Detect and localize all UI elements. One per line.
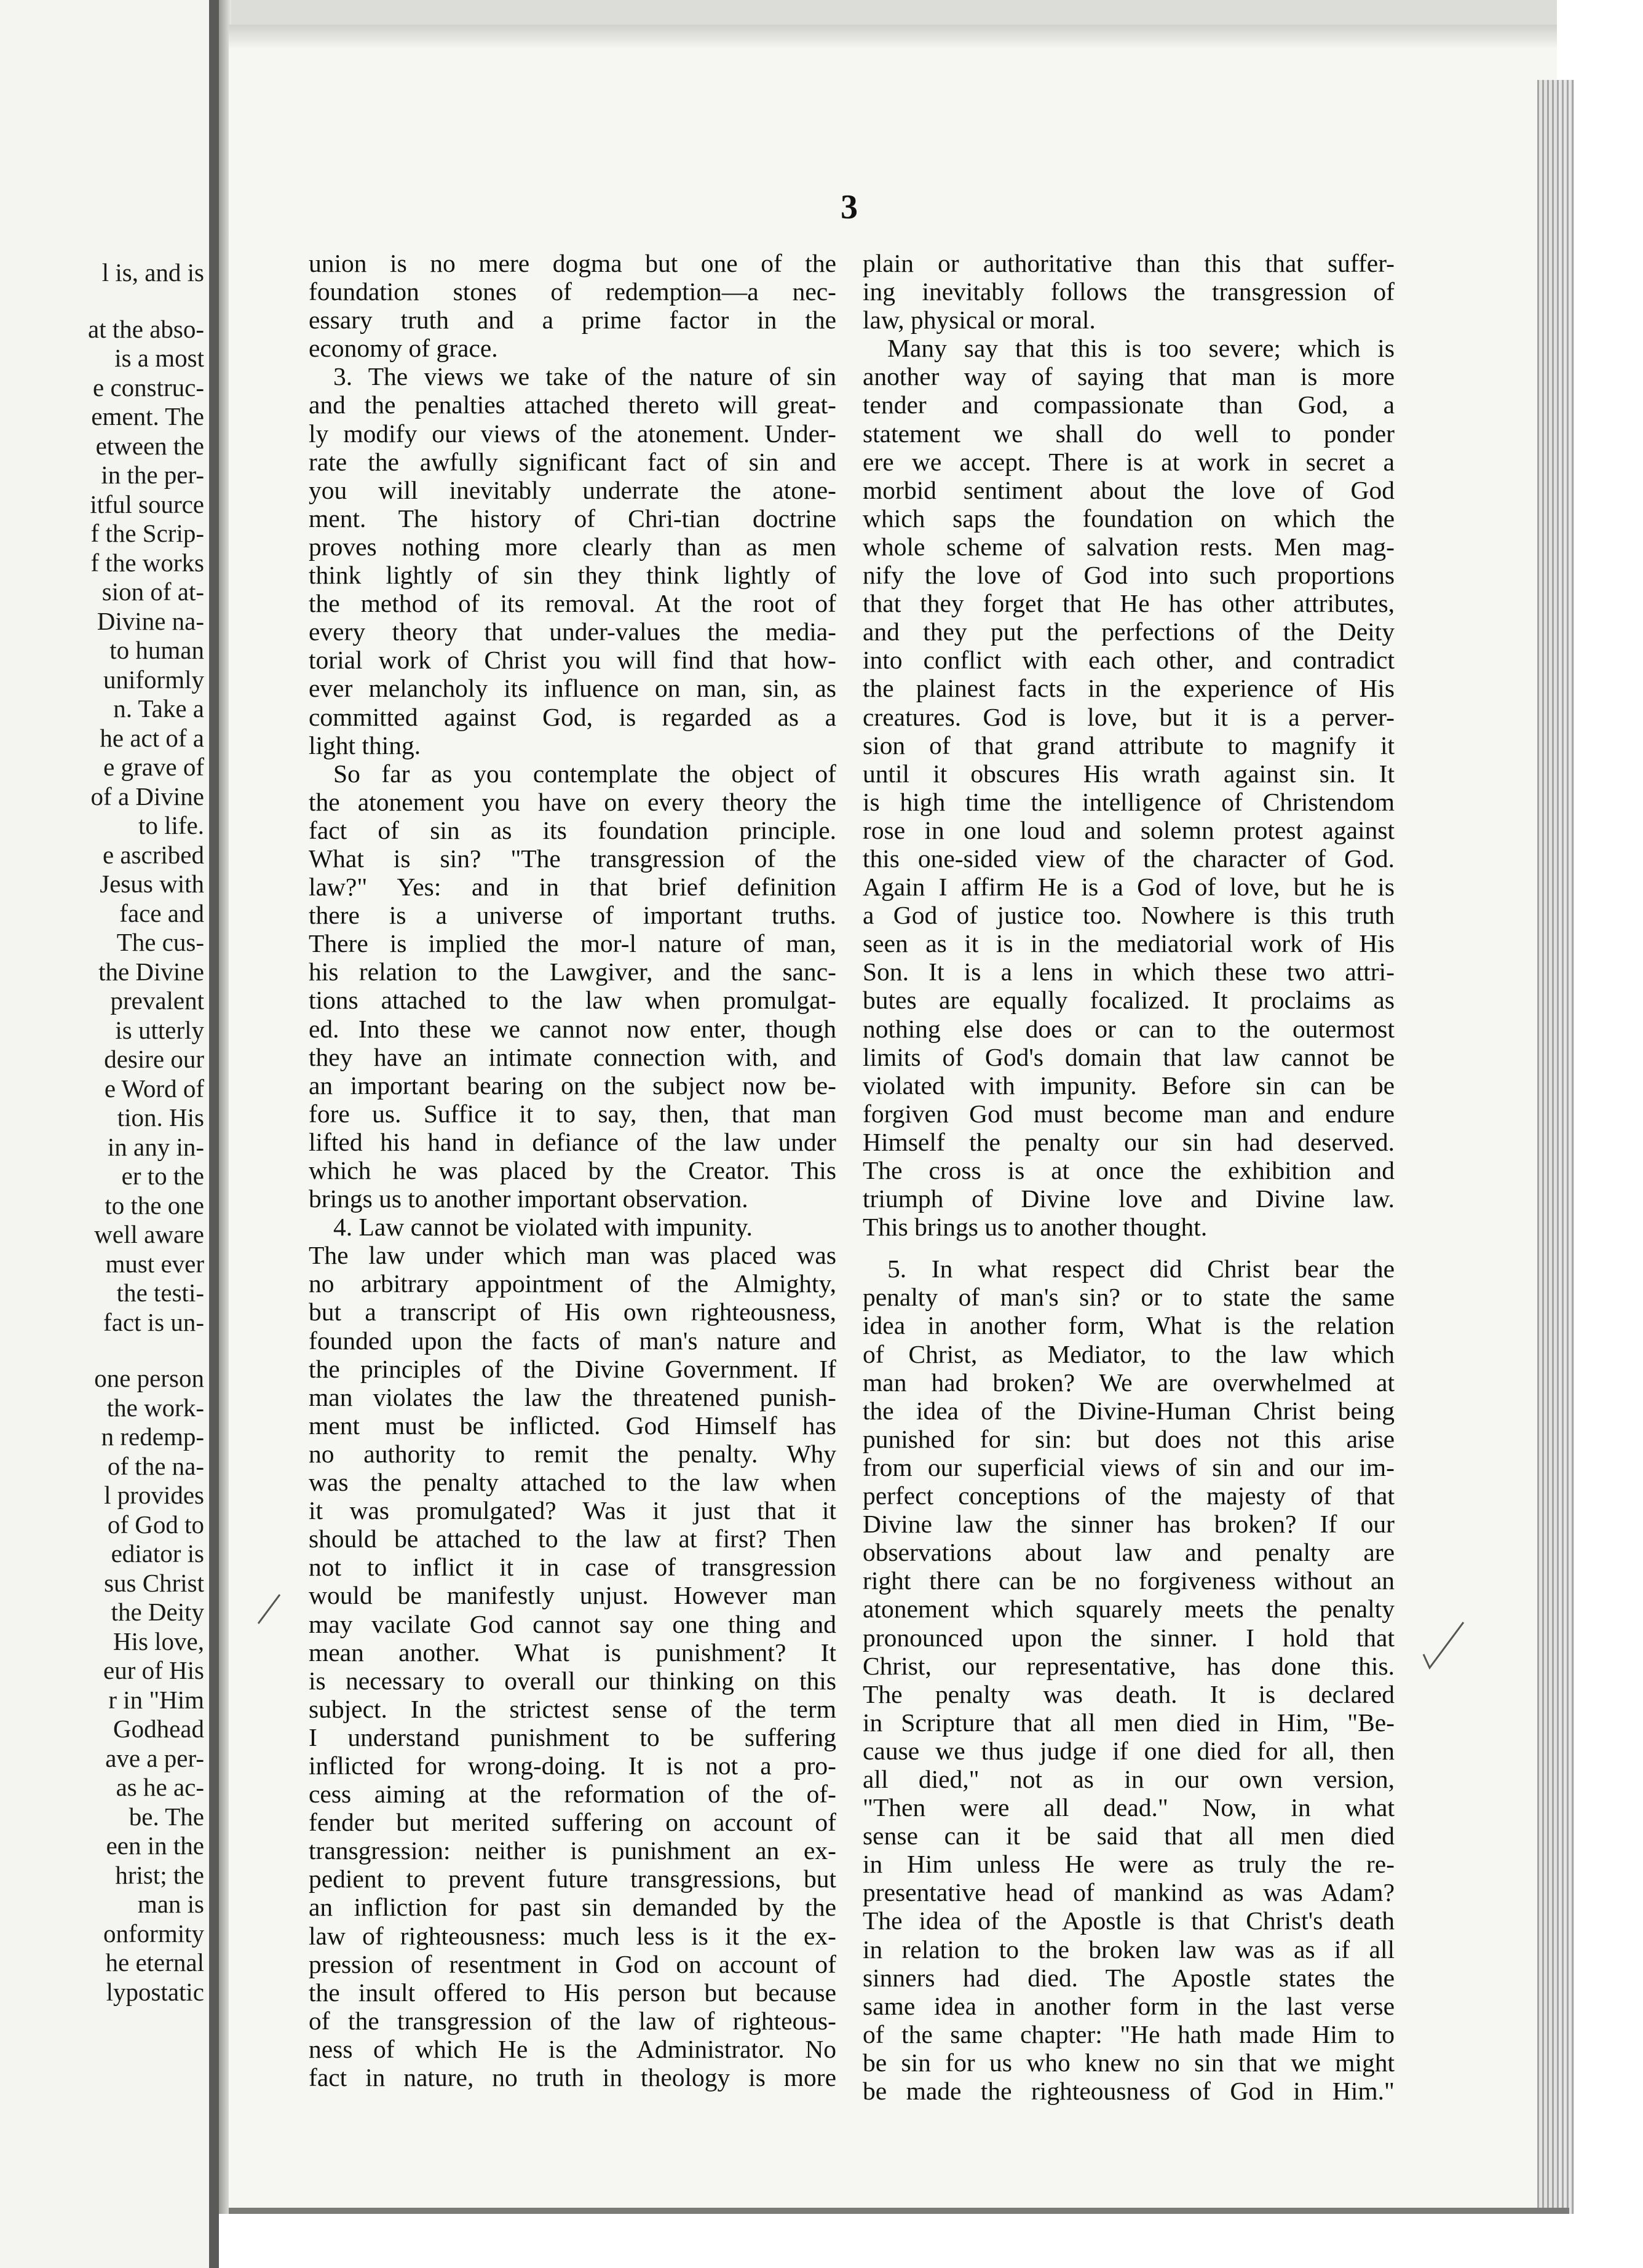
text-line: the atonement you have on every theory the [309,787,836,816]
text-line: tender and compassionate than God, a [863,391,1395,419]
text-line: it was promulgated? Was it just that it [309,1496,836,1525]
text-line: and the penalties attached thereto will great- [309,391,836,419]
text-line: transgression: neither is punishment an ex- [309,1836,836,1865]
text-line: observations about law and penalty are [863,1538,1395,1567]
text-line: ness of which He is the Administrator. No [309,2034,836,2063]
text-line: and they put the perfections of the Deity [863,617,1395,646]
bottom-page-margin [219,2214,1643,2268]
text-line: mean another. What is punishment? It [309,1638,836,1667]
previous-page-line: een in the [106,1831,204,1860]
book-gutter [209,0,219,2268]
text-line: is necessary to overall our thinking on this [309,1666,836,1695]
text-line: pression of resentment in God on account of [309,1949,836,1978]
previous-page-line: be. The [129,1802,204,1831]
previous-page-line: sion of at- [101,577,204,606]
previous-page-line: lypostatic [106,1977,204,2006]
text-line: in Scripture that all men died in Him, "Be- [863,1708,1395,1737]
text-line: Many say that this is too severe; which is [887,334,1395,363]
text-line: of Christ, as Mediator, to the law which [863,1339,1395,1368]
text-line: 3. The views we take of the nature of sin [333,362,836,391]
text-line: Christ, our representative, has done this. [863,1651,1395,1680]
text-line: Again I affirm He is a God of love, but he is [863,873,1395,902]
previous-page-line: itful source [90,490,204,518]
text-line: cause we thus judge if one died for all, then [863,1736,1395,1765]
text-line: in Him unless He were as truly the re- [863,1850,1395,1879]
text-line: ed. Into these we cannot now enter, though [309,1014,836,1043]
text-line: There is implied the mor-l nature of man, [309,929,836,958]
text-line: this one-sided view of the character of God. [863,844,1395,873]
previous-page-line: he eternal [105,1948,204,1977]
text-line: would be manifestly unjust. However man [309,1581,836,1610]
text-line: This brings us to another thought. [863,1213,1208,1242]
text-line: rate the awfully significant fact of sin and [309,447,836,476]
text-line: rose in one loud and solemn protest against [863,815,1395,844]
text-line: "Then were all dead." Now, in what [863,1793,1395,1822]
text-line: fore us. Suffice it to say, then, that man [309,1099,836,1128]
text-line: torial work of Christ you will find that how- [309,646,836,675]
previous-page-line: of the na- [107,1451,204,1480]
text-column-right [863,249,1395,2105]
text-line: law of righteousness: much less is it the ex- [309,1921,836,1950]
text-line: subject. In the strictest sense of the term [309,1694,836,1723]
previous-page-line: Godhead [113,1715,204,1743]
text-line: sinners had died. The Apostle states the [863,1963,1395,1992]
text-line: The penalty was death. It is declared [863,1679,1395,1708]
previous-page-line: etween the [95,431,204,460]
text-line: they have an intimate connection with, and [309,1042,836,1071]
text-line: ly modify our views of the atonement. Under- [309,419,836,448]
text-line: Son. It is a lens in which these two attri- [863,958,1395,986]
previous-page-line: l provides [104,1481,204,1509]
text-line: tions attached to the law when promulgat- [309,986,836,1015]
previous-page-line: er to the [121,1162,204,1190]
text-line: So far as you contemplate the object of [333,759,836,788]
previous-page-line: e Word of [104,1074,204,1103]
previous-page-line: well aware [94,1220,204,1248]
previous-page-line: tion. His [117,1103,204,1132]
previous-page-line: to human [109,636,204,664]
previous-page-line: l is, and is [101,258,204,287]
text-line: the principles of the Divine Government. If [309,1354,836,1383]
text-line: presentative head of mankind as was Adam? [863,1878,1395,1907]
text-line: was the penalty attached to the law when [309,1468,836,1497]
text-line: nify the love of God into such proportions [863,561,1395,590]
text-line: but a transcript of His own righteousness, [309,1298,836,1326]
previous-page-line: r in "Him [108,1685,204,1714]
text-line: from our superficial views of sin and our im- [863,1453,1395,1481]
text-line: same idea in another form in the last verse [863,1991,1395,2020]
text-line: The cross is at once the exhibition and [863,1156,1395,1184]
text-line: which saps the foundation on which the [863,504,1395,533]
previous-page-line: hrist; the [115,1860,204,1889]
previous-page-text-column [0,258,204,2007]
text-line: the idea of the Divine-Human Christ being [863,1396,1395,1425]
page-bottom-shadow [229,2208,1569,2214]
text-line: perfect conceptions of the majesty of that [863,1481,1395,1510]
previous-page-line: the work- [106,1393,204,1422]
previous-page-line: of a Divine [90,782,204,811]
text-line: ever melancholy its influence on man, sin, as [309,674,836,703]
text-line: Divine law the sinner has broken? If our [863,1510,1395,1539]
previous-page-line: face and [119,898,204,927]
page-stack-edge [1537,80,1574,2214]
previous-page-line: e construc- [93,373,204,402]
previous-page-edge [0,0,215,2268]
text-line: in relation to the broken law was as if all [863,1935,1395,1964]
text-line: essary truth and a prime factor in the [309,306,836,335]
previous-page-line: in any in- [107,1132,204,1161]
previous-page-line: must ever [105,1249,204,1278]
text-line: the insult offered to His person but because [309,1978,836,2007]
previous-page-line: fact is un- [103,1307,204,1336]
text-line: creatures. God is love, but it is a perver- [863,702,1395,731]
previous-page-line: the Divine [98,957,204,986]
previous-page-line: Jesus with [100,870,204,898]
previous-page-line: ediator is [111,1539,204,1568]
text-line: be made the righteousness of God in Him." [863,2077,1395,2105]
text-line: is high time the intelligence of Christendom [863,787,1395,816]
text-line: fact of sin as its foundation principle. [309,815,836,844]
margin-pen-mark-left [255,1590,286,1627]
text-line: statement we shall do well to ponder [863,419,1395,448]
text-line: another way of saying that man is more [863,362,1395,391]
text-line: The idea of the Apostle is that Christ's death [863,1906,1395,1935]
text-line: proves nothing more clearly than as men [309,532,836,561]
text-line: you will inevitably underrate the atone- [309,475,836,504]
text-line: whole scheme of salvation rests. Men mag- [863,532,1395,561]
text-line: no authority to remit the penalty. Why [309,1439,836,1468]
text-line: a God of justice too. Nowhere is this truth [863,901,1395,930]
previous-page-line: His love, [113,1627,204,1655]
text-line: an infliction for past sin demanded by the [309,1893,836,1922]
previous-page-line: f the works [90,548,204,577]
previous-page-line: The cus- [116,928,204,956]
previous-page-line: n redemp- [101,1422,204,1451]
previous-page-line: man is [137,1890,204,1918]
text-line: founded upon the facts of man's nature and [309,1326,836,1355]
text-line: every theory that under-values the media- [309,617,836,646]
previous-page-line: Divine na- [97,606,204,635]
previous-page-line: ave a per- [105,1743,204,1772]
text-line: be sin for us who knew no sin that we might [863,2048,1395,2077]
text-line: law?" Yes: and in that brief definition [309,873,836,902]
page-number: 3 [841,188,858,226]
text-column-left [309,249,836,2092]
text-line: pedient to prevent future transgressions, but [309,1865,836,1893]
text-line: economy of grace. [309,334,498,363]
text-line: brings us to another important observation. [309,1184,748,1213]
previous-page-line: uniformly [103,665,204,694]
text-line: lifted his hand in defiance of the law under [309,1127,836,1156]
text-line: no arbitrary appointment of the Almighty, [309,1269,836,1298]
previous-page-line: is utterly [115,1015,204,1044]
text-line: 5. In what respect did Christ bear the [887,1255,1395,1283]
text-line: ment. The history of Chri-tian doctrine [309,504,836,533]
text-line: an important bearing on the subject now be- [309,1071,836,1100]
previous-page-line: f the Scrip- [90,519,204,547]
text-line: plain or authoritative than this that suffer- [863,249,1395,277]
margin-pen-mark-right [1420,1617,1470,1673]
text-line: may vacilate God cannot say one thing and [309,1609,836,1638]
paragraph-gap [863,1241,1395,1255]
text-line: there is a universe of important truths. [309,901,836,930]
text-line: the plainest facts in the experience of His [863,674,1395,703]
previous-page-line: in the per- [101,461,204,489]
text-line: cess aiming at the reformation of the of- [309,1780,836,1809]
previous-page-line: he act of a [100,723,204,752]
text-line: punished for sin: but does not this arise [863,1424,1395,1453]
text-line: all died," not as in our own version, [863,1764,1395,1793]
text-line: man violates the law the threatened punish- [309,1382,836,1411]
previous-page-line: the testi- [116,1279,204,1307]
previous-page-line: prevalent [110,986,204,1015]
previous-page-line: to the one [105,1191,204,1219]
text-line: the method of its removal. At the root of [309,589,836,618]
text-line: morbid sentiment about the love of God [863,475,1395,504]
previous-page-line [0,1337,204,1364]
text-line: I understand punishment to be suffering [309,1723,836,1751]
text-line: law, physical or moral. [863,306,1096,335]
text-line: atonement which squarely meets the penalty [863,1595,1395,1624]
text-line: seen as it is in the mediatorial work of His [863,929,1395,958]
text-line: sense can it be said that all men died [863,1822,1395,1850]
text-line: fender but merited suffering on account of [309,1808,836,1837]
text-line: 4. Law cannot be violated with impunity. [333,1213,753,1242]
text-line: inflicted for wrong-doing. It is not a pro- [309,1751,836,1780]
previous-page-line [0,288,204,315]
text-line: ing inevitably follows the transgression of [863,277,1395,306]
text-line: of the transgression of the law of righteous- [309,2006,836,2035]
text-line: not to inflict it in case of transgression [309,1553,836,1582]
previous-page-line: one person [94,1364,204,1392]
text-line: which he was placed by the Creator. This [309,1156,836,1184]
text-line: man had broken? We are overwhelmed at [863,1368,1395,1397]
text-line: sion of that grand attribute to magnify it [863,731,1395,759]
previous-page-line: as he ac- [116,1773,204,1801]
previous-page-line: to life. [138,811,204,839]
text-line: butes are equally focalized. It proclaims as [863,986,1395,1015]
text-line: committed against God, is regarded as a [309,702,836,731]
text-line: union is no mere dogma but one of the [309,249,836,277]
text-line: idea in another form, What is the relation [863,1311,1395,1340]
text-line: that they forget that He has other attributes, [863,589,1395,618]
text-line: light thing. [309,731,421,759]
previous-page-line: ement. The [91,402,204,430]
text-line: of the same chapter: "He hath made Him to [863,2020,1395,2048]
text-line: Himself the penalty our sin had deserved. [863,1127,1395,1156]
text-line: should be attached to the law at first? Then [309,1525,836,1553]
text-line: fact in nature, no truth in theology is more [309,2063,836,2092]
text-line: right there can be no forgiveness without an [863,1566,1395,1595]
text-line: pronounced upon the sinner. I hold that [863,1623,1395,1652]
text-line: foundation stones of redemption—a nec- [309,277,836,306]
previous-page-line: sus Christ [104,1568,204,1597]
page-top-shadow [229,25,1557,49]
text-line: his relation to the Lawgiver, and the sanc- [309,958,836,986]
previous-page-line: the Deity [111,1598,204,1626]
text-line: ere we accept. There is at work in secret a [863,447,1395,476]
text-line: The law under which man was placed was [309,1241,836,1270]
text-line: limits of God's domain that law cannot be [863,1042,1395,1071]
text-line: into conflict with each other, and contradict [863,646,1395,675]
previous-page-line: n. Take a [113,694,204,723]
text-line: triumph of Divine love and Divine law. [863,1184,1395,1213]
previous-page-line: eur of His [103,1656,204,1684]
text-line: ment must be inflicted. God Himself has [309,1411,836,1440]
text-line: forgiven God must become man and endure [863,1099,1395,1128]
previous-page-line: e ascribed [102,840,204,869]
text-line: think lightly of sin they think lightly of [309,561,836,590]
previous-page-line: onformity [103,1919,204,1948]
text-line: nothing else does or can to the outermost [863,1014,1395,1043]
text-line: penalty of man's sin? or to state the same [863,1283,1395,1312]
text-line: What is sin? "The transgression of the [309,844,836,873]
previous-page-line: of God to [107,1510,204,1539]
text-line: until it obscures His wrath against sin. It [863,759,1395,788]
previous-page-line: is a most [114,344,204,372]
previous-page-line: desire our [104,1045,204,1073]
previous-page-line: at the abso- [88,314,204,343]
text-line: violated with impunity. Before sin can be [863,1071,1395,1100]
previous-page-line: e grave of [103,753,204,781]
